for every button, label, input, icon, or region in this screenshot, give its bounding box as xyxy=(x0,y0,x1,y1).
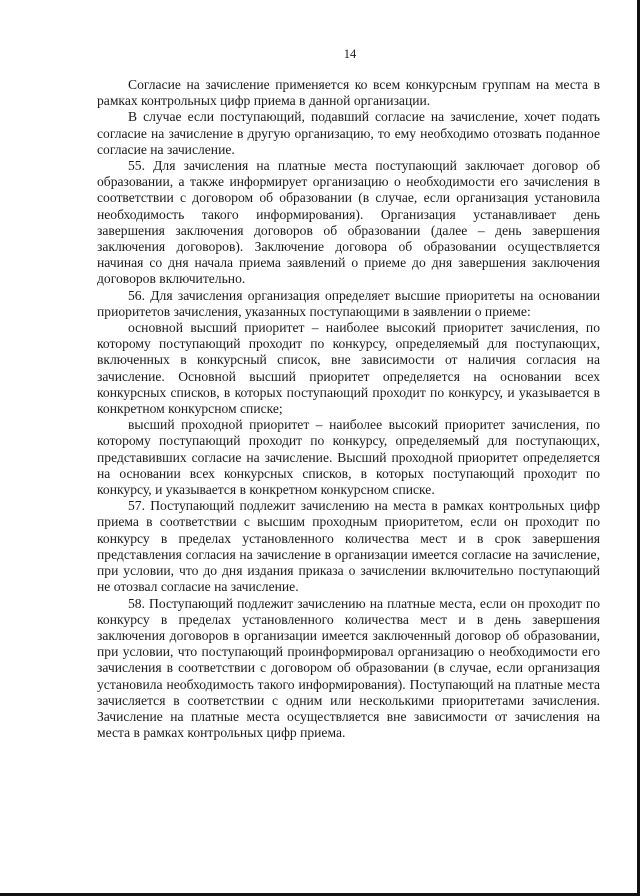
document-body xyxy=(97,77,600,741)
paragraph-55-paid-places: 55. Для зачисления на платные места поступающий заключает договор об образовании, а также информирует организацию о необходимости его зачисления в соответствии с договором об образовании (в случае, если организация установила необходимость такого информирования). Организация устанавливает день завершения заключения договоров об образовании (далее – день завершения заключения договоров). Заключение договора об образовании осуществляется начиная со дня начала приема заявлений о приеме до дня завершения заключения договоров включительно. xyxy=(97,158,600,287)
paragraph-58-paid-enrollment: 58. Поступающий подлежит зачислению на платные места, если он проходит по конкурсу в пределах установленного количества мест и в день завершения заключения договоров в организации имеется заключенный договор об образовании, при условии, что поступающий проинформировал организацию о необходимости его зачисления в соответствии с договором об образовании (в случае, если организация установила необходимость такого информирования). Поступающий на платные места зачисляется в соответствии с одним или несколькими приоритетами зачисления. Зачисление на платные места осуществляется вне зависимости от зачисления на места в рамках контрольных цифр приема. xyxy=(97,595,600,741)
paragraph-consent-withdrawal: В случае если поступающий, подавший согласие на зачисление, хочет подать согласие на зачисление в другую организацию, то ему необходимо отозвать поданное согласие на зачисление. xyxy=(97,109,600,157)
paragraph-consent-scope: Согласие на зачисление применяется ко всем конкурсным группам на места в рамках контрольных цифр приема в данной организации. xyxy=(97,77,600,109)
paragraph-57-enrollment: 57. Поступающий подлежит зачислению на места в рамках контрольных цифр приема в соответствии с высшим проходным приоритетом, если он проходит по конкурсу в пределах установленного количества мест и в срок завершения представления согласия на зачисление в организации имеется согласие на зачисление, при условии, что до дня издания приказа о зачислении включительно поступающий не отозвал согласие на зачисление. xyxy=(97,498,600,595)
page-number: 14 xyxy=(343,47,357,61)
paragraph-main-priority: основной высший приоритет – наиболее высокий приоритет зачисления, по которому поступающий проходит по конкурсу, определяемый для поступающих, включенных в конкурсный список, вне зависимости от наличия согласия на зачисление. Основной высший приоритет определяется на основании всех конкурсных списков, в которых поступающий проходит по конкурсу, и указывается в конкретном конкурсном списке; xyxy=(97,320,600,417)
paragraph-passing-priority: высший проходной приоритет – наиболее высокий приоритет зачисления, по которому поступающий проходит по конкурсу, определяемый для поступающих, представивших согласие на зачисление. Высший проходной приоритет определяется на основании всех конкурсных списков, в которых поступающий проходит по конкурсу, и указывается в конкретном конкурсном списке. xyxy=(97,417,600,498)
paragraph-56-priorities: 56. Для зачисления организация определяет высшие приоритеты на основании приоритетов зачисления, указанных поступающими в заявлении о приеме: xyxy=(97,287,600,319)
